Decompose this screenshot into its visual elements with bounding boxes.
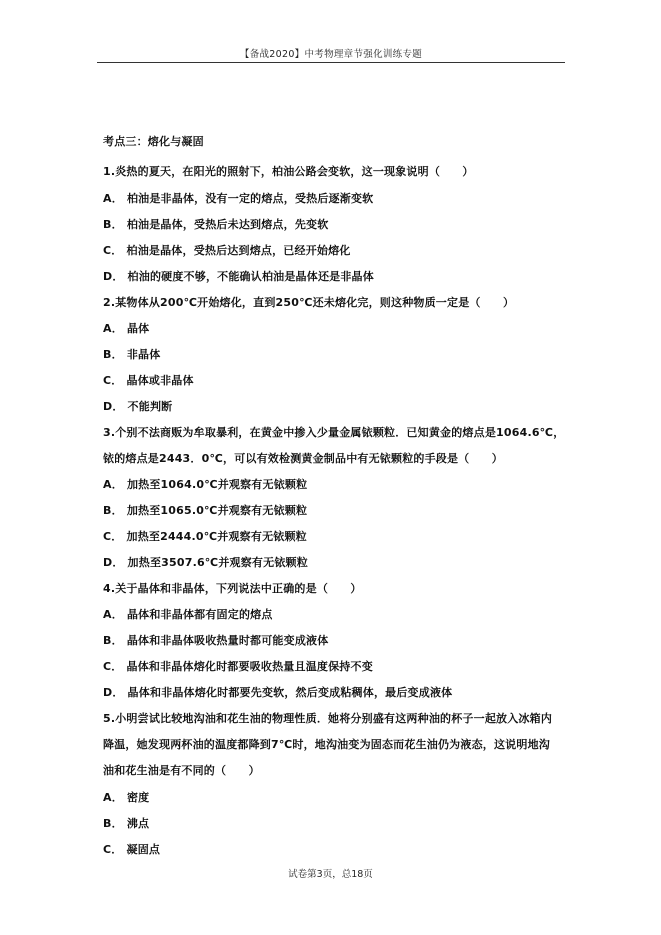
question-3-option-d: D． 加热至3507.6℃并观察有无铱颗粒 (103, 556, 308, 569)
question-3-stem-line-1: 3.个别不法商贩为牟取暴利，在黄金中掺入少量金属铱颗粒．已知黄金的熔点是1064.6℃， (103, 426, 565, 439)
question-4-option-a: A． 晶体和非晶体都有固定的熔点 (103, 608, 273, 621)
question-4-option-b: B． 晶体和非晶体吸收热量时都可能变成液体 (103, 634, 329, 647)
question-2-option-c: C． 晶体或非晶体 (103, 374, 194, 387)
question-5-option-b: B． 沸点 (103, 817, 150, 830)
question-5-stem-line-3: 油和花生油是有不同的（ ） (103, 764, 260, 777)
question-5-option-c: C． 凝固点 (103, 843, 161, 856)
question-2-option-d: D． 不能判断 (103, 400, 173, 413)
section-title: 考点三：熔化与凝固 (103, 135, 204, 148)
question-1-option-b: B． 柏油是晶体，受热后未达到熔点，先变软 (103, 218, 329, 231)
question-1-option-a: A． 柏油是非晶体，没有一定的熔点，受热后逐渐变软 (103, 192, 374, 205)
page-footer: 试卷第3页，总18页 (288, 869, 373, 880)
header-divider (97, 62, 565, 63)
question-5-stem-line-2: 降温，她发现两杯油的温度都降到7℃时，地沟油变为固态而花生油仍为液态，这说明地沟 (103, 738, 550, 751)
question-3-option-a: A． 加热至1064.0℃并观察有无铱颗粒 (103, 478, 308, 491)
page-header: 【备战2020】中考物理章节强化训练专题 (239, 49, 423, 60)
question-2-option-a: A． 晶体 (103, 322, 150, 335)
question-3-option-c: C． 加热至2444.0℃并观察有无铱颗粒 (103, 530, 307, 543)
question-4-stem: 4.关于晶体和非晶体，下列说法中正确的是（ ） (103, 582, 362, 595)
question-5-stem-line-1: 5.小明尝试比较地沟油和花生油的物理性质．她将分别盛有这两种油的杯子一起放入冰箱内 (103, 712, 553, 725)
question-5-option-a: A． 密度 (103, 791, 150, 804)
question-1-stem: 1.炎热的夏天，在阳光的照射下，柏油公路会变软，这一现象说明（ ） (103, 165, 474, 178)
question-2-option-b: B． 非晶体 (103, 348, 161, 361)
question-3-stem-line-2: 铱的熔点是2443．0℃，可以有效检测黄金制品中有无铱颗粒的手段是（ ） (103, 452, 503, 465)
question-1-option-d: D． 柏油的硬度不够，不能确认柏油是晶体还是非晶体 (103, 270, 374, 283)
question-4-option-d: D． 晶体和非晶体熔化时都要先变软，然后变成粘稠体，最后变成液体 (103, 686, 453, 699)
question-3-option-b: B． 加热至1065.0℃并观察有无铱颗粒 (103, 504, 308, 517)
question-4-option-c: C． 晶体和非晶体熔化时都要吸收热量且温度保持不变 (103, 660, 373, 673)
question-1-option-c: C． 柏油是晶体，受热后达到熔点，已经开始熔化 (103, 244, 351, 257)
question-2-stem: 2.某物体从200℃开始熔化，直到250℃还未熔化完，则这种物质一定是（ ） (103, 296, 515, 309)
